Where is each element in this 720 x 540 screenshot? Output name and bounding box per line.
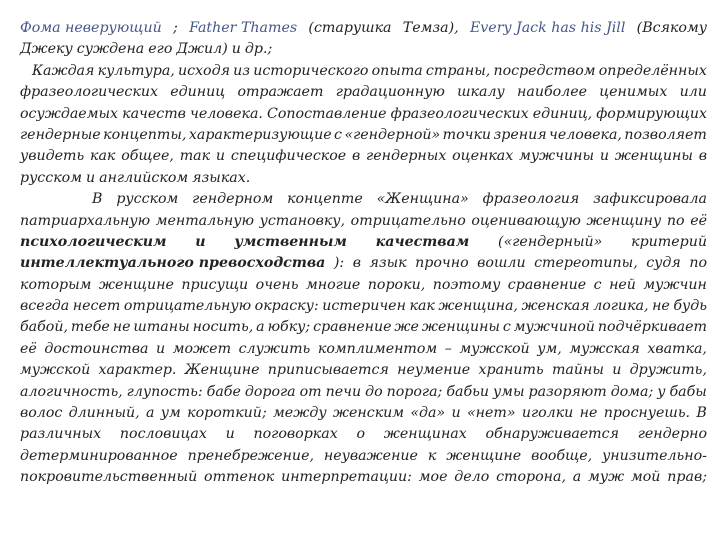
text-word: мужской bbox=[459, 340, 530, 357]
text-line bbox=[20, 211, 707, 232]
text-word: увидеть bbox=[20, 148, 85, 165]
text-word: служить bbox=[238, 340, 311, 357]
text-word: иголки bbox=[521, 405, 574, 422]
text-line bbox=[20, 360, 707, 381]
text-word: ментальную bbox=[155, 212, 254, 229]
text-word: отрицательную bbox=[123, 298, 252, 315]
text-word: женщины bbox=[614, 148, 693, 165]
text-word: юбку; bbox=[267, 319, 311, 336]
text-word: мужская bbox=[569, 340, 640, 357]
text-word: покровительственный bbox=[20, 469, 198, 486]
text-word: или bbox=[679, 84, 707, 101]
text-word: пословицах bbox=[119, 426, 207, 443]
text-word: концепты, bbox=[103, 126, 187, 143]
text-line bbox=[20, 61, 707, 82]
text-word: же bbox=[394, 319, 419, 336]
text-word: женщину bbox=[586, 212, 662, 229]
text-word: фразеологических bbox=[390, 105, 529, 122]
emphasized-word: психологическим bbox=[20, 233, 167, 250]
text-word: о bbox=[356, 426, 365, 443]
text-word: носить, bbox=[192, 319, 254, 336]
text-word: в bbox=[352, 255, 361, 272]
text-word: судя bbox=[646, 255, 681, 272]
text-word: исходя bbox=[177, 62, 230, 79]
text-word: поэтому bbox=[432, 276, 501, 293]
text-line bbox=[20, 104, 707, 125]
text-word: позволяет bbox=[624, 126, 707, 143]
text-word: до bbox=[365, 383, 383, 400]
text-word: бабы bbox=[669, 383, 707, 400]
text-word: волос bbox=[20, 405, 63, 422]
text-word: а bbox=[146, 405, 155, 422]
text-word: «гендерной» bbox=[344, 126, 441, 143]
text-word: качеств bbox=[122, 105, 186, 122]
text-word: прав; bbox=[667, 469, 707, 486]
text-word: алогичность, bbox=[20, 383, 123, 400]
text-word: зафиксировала bbox=[593, 191, 707, 208]
text-word: от bbox=[299, 383, 322, 400]
text-word: его bbox=[148, 41, 173, 58]
text-line bbox=[20, 339, 707, 360]
text-word: присущи bbox=[181, 276, 249, 293]
text-word: Джил) bbox=[176, 41, 228, 58]
text-word: интерпретации: bbox=[281, 469, 412, 486]
text-word: поговорках bbox=[253, 426, 338, 443]
text-word: «да» bbox=[410, 405, 446, 422]
text-word: (старушка bbox=[308, 20, 392, 36]
text-word: ; bbox=[173, 20, 178, 36]
text-word: гендерном bbox=[192, 191, 274, 208]
text-word: между bbox=[273, 405, 327, 422]
english-idiom-text: Father Thames bbox=[189, 20, 298, 36]
text-word: суждена bbox=[76, 41, 145, 58]
text-word: муж bbox=[588, 469, 625, 486]
text-word: будь bbox=[673, 298, 707, 315]
text-word: языках. bbox=[192, 169, 251, 186]
english-idiom-text: Фома неверующий bbox=[20, 20, 162, 36]
text-word: Каждая bbox=[32, 62, 95, 79]
text-word: «Женщина» bbox=[376, 191, 469, 208]
text-word: неуважение bbox=[323, 447, 418, 464]
text-word: прочно bbox=[415, 255, 469, 272]
text-word: Сопоставление bbox=[267, 105, 387, 122]
text-word: градационную bbox=[335, 84, 445, 101]
text-word: женщинах bbox=[383, 426, 467, 443]
text-word: общее, bbox=[121, 148, 174, 165]
text-line bbox=[20, 253, 707, 274]
emphasized-word: качествам bbox=[375, 233, 470, 250]
text-word: оттенок bbox=[204, 469, 275, 486]
text-word: гендерных bbox=[366, 148, 447, 165]
text-word: установку, bbox=[259, 212, 346, 229]
text-word: характер. bbox=[98, 362, 177, 379]
text-word: пороки, bbox=[367, 276, 426, 293]
text-word: может bbox=[172, 340, 232, 357]
text-word: страны, bbox=[425, 62, 491, 79]
text-word: бабой, bbox=[20, 319, 68, 336]
text-word: так bbox=[179, 148, 211, 165]
text-word: мужской bbox=[20, 362, 91, 379]
text-word: штаны bbox=[133, 319, 190, 336]
text-word: комплиментом bbox=[317, 340, 438, 357]
text-word: всегда bbox=[20, 298, 70, 315]
text-word: женская bbox=[521, 298, 590, 315]
text-word: ум, bbox=[537, 340, 562, 357]
text-word: и bbox=[451, 405, 461, 422]
text-word: вообще, bbox=[531, 447, 593, 464]
text-word: умы bbox=[492, 383, 525, 400]
text-word: пренебрежение, bbox=[187, 447, 314, 464]
text-word: – bbox=[444, 340, 452, 357]
text-word: точки bbox=[442, 126, 492, 143]
text-word: др.; bbox=[244, 41, 273, 58]
text-word: печи bbox=[325, 383, 362, 400]
text-word: характеризующие bbox=[188, 126, 332, 143]
text-word: В bbox=[92, 191, 103, 208]
text-word: дружить, bbox=[629, 362, 707, 379]
text-word: наиболее bbox=[517, 84, 587, 101]
text-word: осуждаемых bbox=[20, 105, 119, 122]
text-word: отрицательно bbox=[350, 212, 466, 229]
text-word: а bbox=[256, 319, 265, 336]
text-word: (Всякому bbox=[636, 20, 707, 36]
text-word: исторического bbox=[253, 62, 369, 79]
text-word: шкалу bbox=[457, 84, 505, 101]
text-word: «нет» bbox=[466, 405, 516, 422]
text-word: человека. bbox=[190, 105, 263, 122]
text-word: бабьи bbox=[446, 383, 489, 400]
text-word: определённых bbox=[598, 62, 707, 79]
text-line bbox=[20, 317, 707, 338]
text-word: мужчины bbox=[519, 148, 595, 165]
text-word: и bbox=[225, 426, 235, 443]
text-word: женским bbox=[332, 405, 405, 422]
text-line bbox=[20, 403, 707, 424]
text-word: с bbox=[593, 276, 602, 293]
text-word: в bbox=[351, 148, 361, 165]
text-word: истеричен bbox=[322, 298, 406, 315]
text-line bbox=[20, 168, 707, 189]
text-word: гендерные bbox=[20, 126, 101, 143]
text-word: единиц, bbox=[532, 105, 593, 122]
text-line bbox=[20, 467, 707, 488]
text-line bbox=[20, 18, 707, 39]
text-line bbox=[20, 232, 707, 253]
text-line bbox=[20, 39, 707, 60]
emphasized-word: умственным bbox=[234, 233, 347, 250]
text-word: Джеку bbox=[20, 41, 73, 58]
text-word: Темза), bbox=[402, 20, 459, 36]
text-line bbox=[20, 189, 707, 210]
text-word: культура, bbox=[97, 62, 175, 79]
text-word: длинный, bbox=[68, 405, 140, 422]
text-word: мужчин bbox=[643, 276, 707, 293]
text-word: женщине bbox=[446, 447, 522, 464]
text-word: несет bbox=[72, 298, 121, 315]
text-word: дорога bbox=[244, 383, 296, 400]
text-word: отражает bbox=[237, 84, 324, 101]
text-line bbox=[20, 446, 707, 467]
emphasized-word: и bbox=[195, 233, 206, 250]
text-word: дело bbox=[454, 469, 490, 486]
text-line bbox=[20, 382, 707, 403]
text-word: по bbox=[689, 255, 707, 272]
text-word: женщине bbox=[98, 276, 174, 293]
text-word: разоряют bbox=[528, 383, 607, 400]
emphasized-word: интеллектуального превосходства bbox=[20, 255, 326, 272]
text-word: мужчиной bbox=[513, 319, 595, 336]
text-line bbox=[20, 296, 707, 317]
text-word: опыта bbox=[371, 62, 423, 79]
text-word: сравнение bbox=[313, 319, 392, 336]
text-word: язык bbox=[369, 255, 407, 272]
text-word: тебе bbox=[70, 319, 110, 336]
text-word: подчёркивает bbox=[597, 319, 707, 336]
text-word: и bbox=[215, 148, 226, 165]
text-word: оценивающую bbox=[471, 212, 581, 229]
text-word: не bbox=[579, 405, 598, 422]
text-word: ценимых bbox=[599, 84, 668, 101]
text-word: и bbox=[231, 41, 241, 58]
text-word: («гендерный» bbox=[498, 233, 603, 250]
text-line bbox=[20, 424, 707, 445]
text-word: унизительно- bbox=[602, 447, 707, 464]
text-word: сравнение bbox=[507, 276, 587, 293]
text-word: оценках bbox=[452, 148, 514, 165]
text-word: детерминированное bbox=[20, 447, 178, 464]
text-word: дома; bbox=[610, 383, 654, 400]
text-word: женщина, bbox=[438, 298, 518, 315]
text-line bbox=[20, 146, 707, 167]
text-word: многие bbox=[305, 276, 361, 293]
text-word: обнаруживается bbox=[485, 426, 619, 443]
text-word: логика, bbox=[593, 298, 649, 315]
text-word: единиц bbox=[170, 84, 226, 101]
text-word: Женщине bbox=[184, 362, 260, 379]
text-word: с bbox=[334, 126, 342, 143]
text-word: её bbox=[20, 340, 37, 357]
text-word: неумение bbox=[397, 362, 471, 379]
text-word: очень bbox=[255, 276, 299, 293]
text-word: из bbox=[233, 62, 251, 79]
text-word: сторона, bbox=[496, 469, 566, 486]
text-word: не bbox=[112, 319, 131, 336]
document-body bbox=[20, 18, 707, 489]
text-word: у bbox=[657, 383, 666, 400]
text-word: В bbox=[696, 405, 707, 422]
text-word: хранить bbox=[478, 362, 544, 379]
english-idiom-text: Every Jack has his Jill bbox=[469, 20, 626, 36]
text-word: в bbox=[698, 148, 707, 165]
text-word: и bbox=[85, 169, 96, 186]
text-word: посредством bbox=[493, 62, 596, 79]
text-line bbox=[20, 82, 707, 103]
text-word: по bbox=[666, 212, 685, 229]
text-word: женщины bbox=[421, 319, 500, 336]
text-word: фразеология bbox=[482, 191, 580, 208]
text-word: стереотипы, bbox=[534, 255, 638, 272]
text-word: с bbox=[502, 319, 511, 336]
text-word: фразеологических bbox=[20, 84, 158, 101]
text-word: и bbox=[156, 340, 166, 357]
text-word: ум bbox=[160, 405, 181, 422]
text-word: зрения bbox=[493, 126, 547, 143]
text-word: окраску: bbox=[254, 298, 319, 315]
text-word: достоинства bbox=[44, 340, 149, 357]
text-word: гендерно bbox=[637, 426, 707, 443]
text-word: мой bbox=[631, 469, 661, 486]
text-word: концепте bbox=[287, 191, 363, 208]
text-word: её bbox=[690, 212, 707, 229]
text-word: и bbox=[612, 362, 622, 379]
text-word: различных bbox=[20, 426, 102, 443]
text-word: формирующих bbox=[596, 105, 707, 122]
text-word: а bbox=[572, 469, 582, 486]
text-word: русском bbox=[20, 169, 82, 186]
text-word: которым bbox=[20, 276, 92, 293]
text-word: человека, bbox=[549, 126, 622, 143]
text-word: английском bbox=[99, 169, 189, 186]
text-word: мое bbox=[418, 469, 448, 486]
text-word: ней bbox=[609, 276, 636, 293]
text-word: короткий; bbox=[187, 405, 267, 422]
text-word: хватка, bbox=[647, 340, 707, 357]
text-word: критерий bbox=[631, 233, 707, 250]
text-word: ): bbox=[333, 255, 345, 272]
text-word: проснуешь. bbox=[603, 405, 691, 422]
text-word: порога; bbox=[386, 383, 443, 400]
text-word: как bbox=[90, 148, 116, 165]
text-line bbox=[20, 125, 707, 146]
text-word: как bbox=[409, 298, 435, 315]
text-word: патриархальную bbox=[20, 212, 151, 229]
text-word: к bbox=[427, 447, 437, 464]
text-word: тайны bbox=[551, 362, 604, 379]
text-word: русском bbox=[116, 191, 179, 208]
text-word: не bbox=[652, 298, 670, 315]
text-word: приписывается bbox=[267, 362, 389, 379]
text-word: специфическое bbox=[230, 148, 347, 165]
text-word: бабе bbox=[206, 383, 241, 400]
text-word: вошли bbox=[477, 255, 526, 272]
text-word: и bbox=[599, 148, 609, 165]
text-word: глупость: bbox=[126, 383, 203, 400]
text-line bbox=[20, 275, 707, 296]
